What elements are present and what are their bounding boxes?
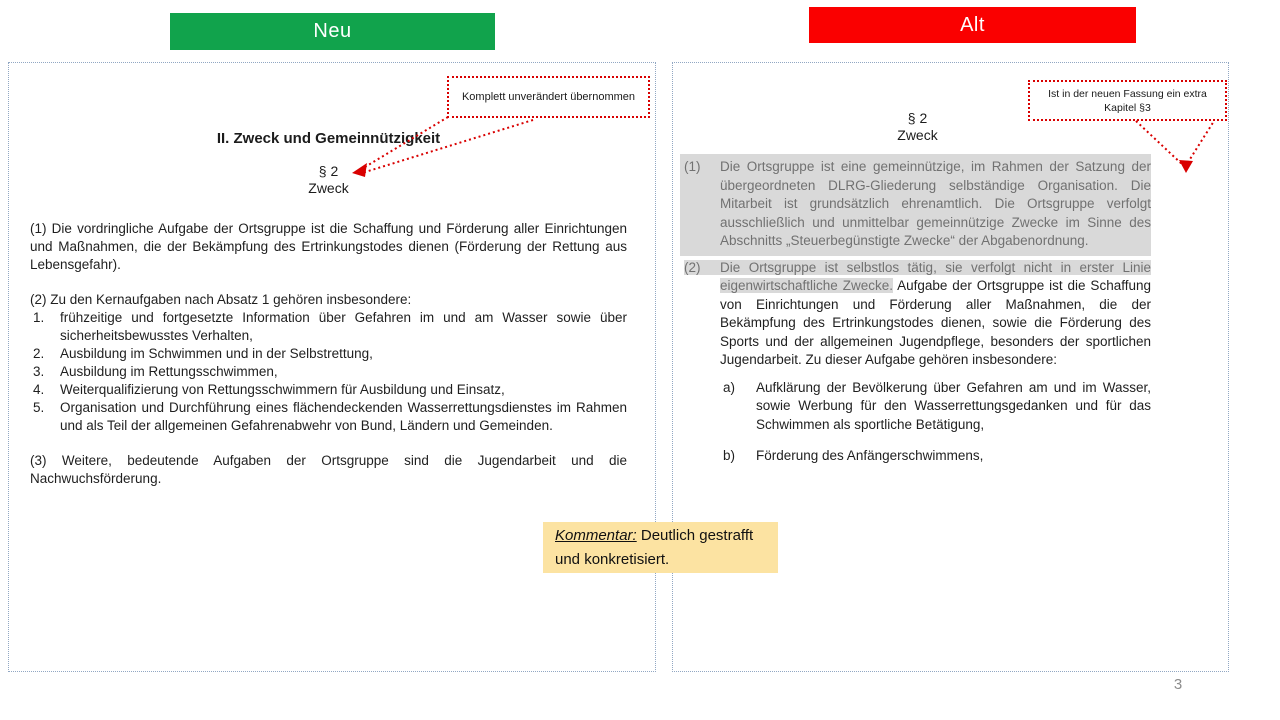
paragraph-text: Die Ortsgruppe ist eine gemeinnützige, im Rahmen der Satzung der übergeordneten DLRG-Gliederung selbständige Organisation. Die Mitarbeit ist grundsätzlich ehrenamtlich. Die Ortsgruppe verfolgt ausschließlich und unmittelbar gemeinnützige Zwecke im Sinne des Abschnitts „Steuerbegünstigte Zwecke“ der Abgabenordnung. [720, 159, 1151, 248]
old-version-panel [672, 62, 1229, 672]
list-text: frühzeitige und fortgesetzte Information über Gefahren im und am Wasser sowie über sicherheitsbewusstes Verhalten, [60, 310, 627, 343]
new-version-label: Neu [170, 13, 495, 50]
task-list [30, 309, 627, 435]
list-marker: 4. [33, 382, 45, 397]
clause-number: § 2 [318, 163, 339, 179]
list-item [33, 309, 627, 345]
paragraph-marker: (2) [684, 259, 701, 275]
list-text: Förderung des Anfängerschwimmens, [756, 448, 984, 463]
list-text: Aufklärung der Bevölkerung über Gefahren am und im Wasser, sowie Werbung für den Wasserrettungsgedanken und für das Schwimmen als sportliche Betätigung, [756, 379, 1151, 432]
list-marker: 5. [33, 400, 45, 415]
paragraph-3: (3) Weitere, bedeutende Aufgaben der Ortsgruppe sind die Jugendarbeit und die Nachwuchsförderung. [30, 453, 627, 486]
clause-number: § 2 [907, 110, 928, 126]
list-marker: a) [723, 379, 736, 395]
paragraph-marker: (1) [684, 159, 701, 174]
section-title: II. Zweck und Gemeinnützigkeit [216, 130, 441, 147]
paragraph-1: (1) Die vordringliche Aufgabe der Ortsgruppe ist die Schaffung und Förderung aller Einrichtungen und Maßnahmen, die der Bekämpfung des Ertrinkungstodes dienen (Förderung der Rettung aus Lebensgefahr). [30, 221, 627, 272]
old-paragraph-2 [684, 259, 1151, 370]
list-marker: 3. [33, 364, 45, 379]
list-item [33, 345, 627, 363]
clause-heading-new [30, 163, 627, 197]
list-item [33, 363, 627, 381]
list-text: Ausbildung im Rettungsschwimmen, [60, 364, 278, 379]
list-item [33, 381, 627, 399]
list-marker: 2. [33, 346, 45, 361]
old-version-label: Alt [809, 7, 1136, 43]
list-marker: 1. [33, 310, 45, 325]
paragraph-2-intro: (2) Zu den Kernaufgaben nach Absatz 1 gehören insbesondere: [30, 292, 412, 307]
page-number: 3 [1173, 676, 1183, 693]
list-marker: b) [723, 448, 736, 463]
old-paragraph-1-highlighted [680, 154, 1151, 256]
paragraph-text: Aufgabe der Ortsgruppe ist die Schaffung von Einrichtungen und Förderung aller Maßnahmen, die der Bekämpfung des Ertrinkungstodes dienen, sowie die Förderung des Sports und der allgemeinen Jugendpflege, besonders der sportlichen Jugendarbeit. Zu dieser Aufgabe gehören insbesondere: [720, 278, 1151, 367]
list-item [33, 399, 627, 435]
annotation-callout-new: Komplett unverändert übernommen [447, 76, 650, 118]
list-item [723, 379, 1151, 435]
clause-title: Zweck [308, 180, 349, 196]
comment-box [543, 522, 778, 573]
new-version-panel [8, 62, 656, 672]
comment-text: Deutlich gestrafft und konkretisiert. [555, 527, 754, 568]
list-text: Organisation und Durchführung eines flächendeckenden Wasserrettungsdienstes im Rahmen und als Teil der allgemeinen Gefahrenabwehr von Bund, Ländern und Gemeinden. [60, 400, 627, 433]
annotation-callout-old: Ist in der neuen Fassung ein extra Kapitel §3 [1028, 80, 1227, 121]
comment-label: Kommentar: [555, 527, 637, 544]
highlighted-text: Die Ortsgruppe ist selbstlos tätig, sie verfolgt nicht in erster Linie eigenwirtschaftliche Zwecke. [720, 259, 1151, 293]
clause-title: Zweck [897, 126, 938, 143]
list-text: Ausbildung im Schwimmen und in der Selbstrettung, [60, 346, 373, 361]
list-text: Weiterqualifizierung von Rettungsschwimmern für Ausbildung und Einsatz, [60, 382, 505, 397]
list-item [723, 447, 1151, 466]
